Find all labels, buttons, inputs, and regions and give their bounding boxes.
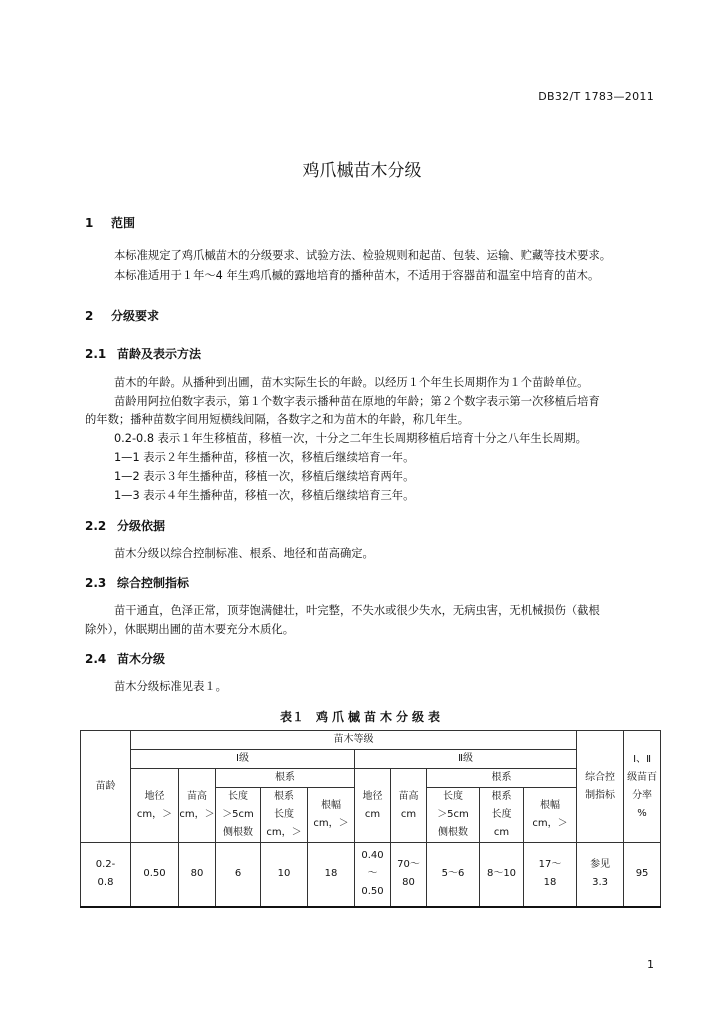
section-heading-2-3	[85, 574, 189, 591]
standard-number: DB32/T 1783—2011	[538, 90, 654, 103]
section-number: 2.2	[85, 519, 107, 533]
header-age: 苗龄	[81, 731, 131, 843]
cell-line: 地径	[362, 790, 383, 802]
cell-line: 苗高	[398, 790, 419, 802]
header-g1-root-length	[261, 788, 308, 843]
header-root-1: 根系	[216, 769, 355, 788]
paragraph: 1—1 表示２年生播种苗，移植一次，移植后继续培育一年。	[114, 451, 415, 464]
section-heading-2-4	[85, 650, 165, 667]
paragraph: 苗龄用阿拉伯数字表示，第１个数字表示播种苗在原地的年龄；第２个数字表示第一次移植后培育	[114, 395, 600, 408]
cell-line: 侧根数	[223, 827, 253, 838]
paragraph: 苗木的年龄。从播种到出圃，苗木实际生长的年龄。以经历１个年生长周期作为１个苗龄单位。	[114, 376, 589, 389]
table-caption	[0, 708, 724, 725]
cell-line: cm	[400, 808, 417, 820]
cell-line: ～	[367, 868, 378, 880]
header-pct-top	[624, 731, 661, 769]
section-title: 苗龄及表示方法	[117, 347, 202, 361]
paragraph: 本标准规定了鸡爪槭苗木的分级要求、试验方法、检验规则和起苗、包装、运输、贮藏等技术要求。	[114, 249, 612, 262]
paragraph: 本标准适用于１年～4 年生鸡爪槭的露地培育的播种苗木，不适用于容器苗和温室中培育的苗木。	[114, 269, 600, 282]
cell-line: 0.40	[361, 850, 384, 862]
cell-line: cm	[364, 808, 381, 820]
cell-g1-height: 80	[179, 843, 216, 907]
table-number: 表１	[279, 710, 304, 724]
cell-line: 根系	[491, 791, 512, 802]
paragraph: 苗木分级以综合控制标准、根系、地径和苗高确定。	[114, 547, 374, 560]
section-title: 分级依据	[117, 519, 166, 533]
cell-line: 根幅	[321, 800, 341, 811]
header-g1-height	[179, 769, 216, 843]
cell-line: 地径	[144, 790, 165, 802]
table-row	[81, 843, 661, 907]
cell-line: 17～	[538, 859, 562, 871]
cell-line: %	[637, 807, 647, 819]
cell-line: 长度	[443, 791, 463, 802]
header-g1-lateral-roots	[216, 788, 261, 843]
cell-line: 18	[543, 877, 557, 889]
cell-line: 级苗百	[627, 771, 658, 783]
paragraph: 的年数；播种苗数字间用短横线间隔，各数字之和为苗木的年龄，称几年生。	[85, 413, 470, 426]
header-pct-line: Ⅰ、Ⅱ	[633, 753, 651, 765]
cell-g1-root-length: 10	[261, 843, 308, 907]
table-header-row	[81, 750, 661, 769]
cell-line: 0.2-	[95, 859, 116, 871]
cell-line: cm，＞	[136, 808, 173, 820]
section-heading-2-2	[85, 517, 165, 534]
cell-line: 分率	[632, 789, 653, 801]
cell-g2-dia	[355, 843, 391, 907]
header-grade: 苗木等级	[131, 731, 577, 750]
cell-line: 长度	[274, 809, 294, 820]
cell-line: 0.50	[361, 886, 384, 898]
header-g1-dia	[131, 769, 179, 843]
cell-line: ＞5cm	[222, 809, 254, 820]
cell-line: 苗高	[187, 790, 207, 802]
cell-line: cm，＞	[532, 818, 568, 829]
cell-line: 侧根数	[438, 827, 468, 838]
section-title: 综合控制指标	[117, 576, 190, 590]
cell-line: cm，＞	[266, 827, 302, 838]
page-number: 1	[647, 958, 654, 971]
cell-g2-height	[391, 843, 427, 907]
section-heading-2-1	[85, 345, 201, 362]
cell-g1-dia: 0.50	[131, 843, 179, 907]
header-grade-2: Ⅱ级	[355, 750, 577, 769]
cell-line: 长度	[491, 809, 512, 820]
cell-age	[81, 843, 131, 907]
header-ctrl	[577, 769, 624, 843]
header-g2-height	[391, 769, 427, 843]
paragraph: 除外），休眠期出圃的苗木要充分木质化。	[85, 623, 294, 636]
header-grade-1: Ⅰ级	[131, 750, 355, 769]
paragraph: 苗干通直，色泽正常，顶芽饱满健壮，叶完整，不失水或很少失水，无病虫害，无机械损伤（截根	[114, 604, 600, 617]
cell-line: 80	[402, 877, 415, 889]
cell-g2-root-length: 8～10	[480, 843, 524, 907]
cell-g2-root-width	[524, 843, 577, 907]
header-root-2: 根系	[427, 769, 577, 788]
paragraph: 1—3 表示４年生播种苗，移植一次，移植后继续培育三年。	[114, 489, 415, 502]
section-number: 2	[85, 309, 94, 323]
section-number: 1	[85, 216, 94, 230]
header-blank	[577, 731, 624, 750]
header-g2-root-length	[480, 788, 524, 843]
cell-ctrl	[577, 843, 624, 907]
paragraph: 苗木分级标准见表１。	[114, 680, 227, 693]
header-pct	[624, 769, 661, 843]
cell-line: 参见	[590, 859, 611, 871]
cell-line: 根系	[274, 791, 294, 802]
section-heading-2	[85, 307, 159, 324]
paragraph: 0.2-0.8 表示１年生移植苗，移植一次，十分之二年生长周期移植后培育十分之八年生长周期。	[114, 432, 587, 445]
section-heading-1	[85, 214, 135, 231]
table-header-row	[81, 731, 661, 750]
cell-line: cm，＞	[179, 808, 215, 820]
cell-g1-lateral-roots: 6	[216, 843, 261, 907]
header-g2-lateral-roots	[427, 788, 480, 843]
header-g1-root-width	[308, 788, 355, 843]
document-title: 鸡爪槭苗木分级	[302, 161, 422, 181]
cell-line: 综合控	[585, 771, 616, 783]
cell-line: 制指标	[585, 789, 616, 801]
table-title: 鸡爪槭苗木分级表	[316, 710, 445, 724]
section-number: 2.4	[85, 652, 107, 666]
header-g2-dia	[355, 769, 391, 843]
header-g2-root-width	[524, 788, 577, 843]
cell-line: cm，＞	[313, 818, 349, 829]
section-number: 2.3	[85, 576, 107, 590]
cell-g2-lateral-roots: 5～6	[427, 843, 480, 907]
cell-line: cm	[493, 827, 510, 838]
section-number: 2.1	[85, 347, 107, 361]
table-header-row	[81, 769, 661, 788]
cell-line: 0.8	[97, 877, 114, 889]
grading-table	[80, 730, 661, 908]
cell-line: 3.3	[592, 877, 609, 889]
cell-line: 根幅	[540, 800, 561, 811]
section-title: 范围	[111, 216, 136, 230]
cell-line: 长度	[228, 791, 248, 802]
cell-pct: 95	[624, 843, 661, 907]
cell-line: 70～	[397, 859, 420, 871]
section-title: 苗木分级	[117, 652, 166, 666]
cell-line: ＞5cm	[437, 809, 469, 820]
paragraph: 1—2 表示３年生播种苗，移植一次，移植后继续培育两年。	[114, 470, 415, 483]
cell-g1-root-width: 18	[308, 843, 355, 907]
header-blank	[577, 750, 624, 769]
section-title: 分级要求	[111, 309, 160, 323]
